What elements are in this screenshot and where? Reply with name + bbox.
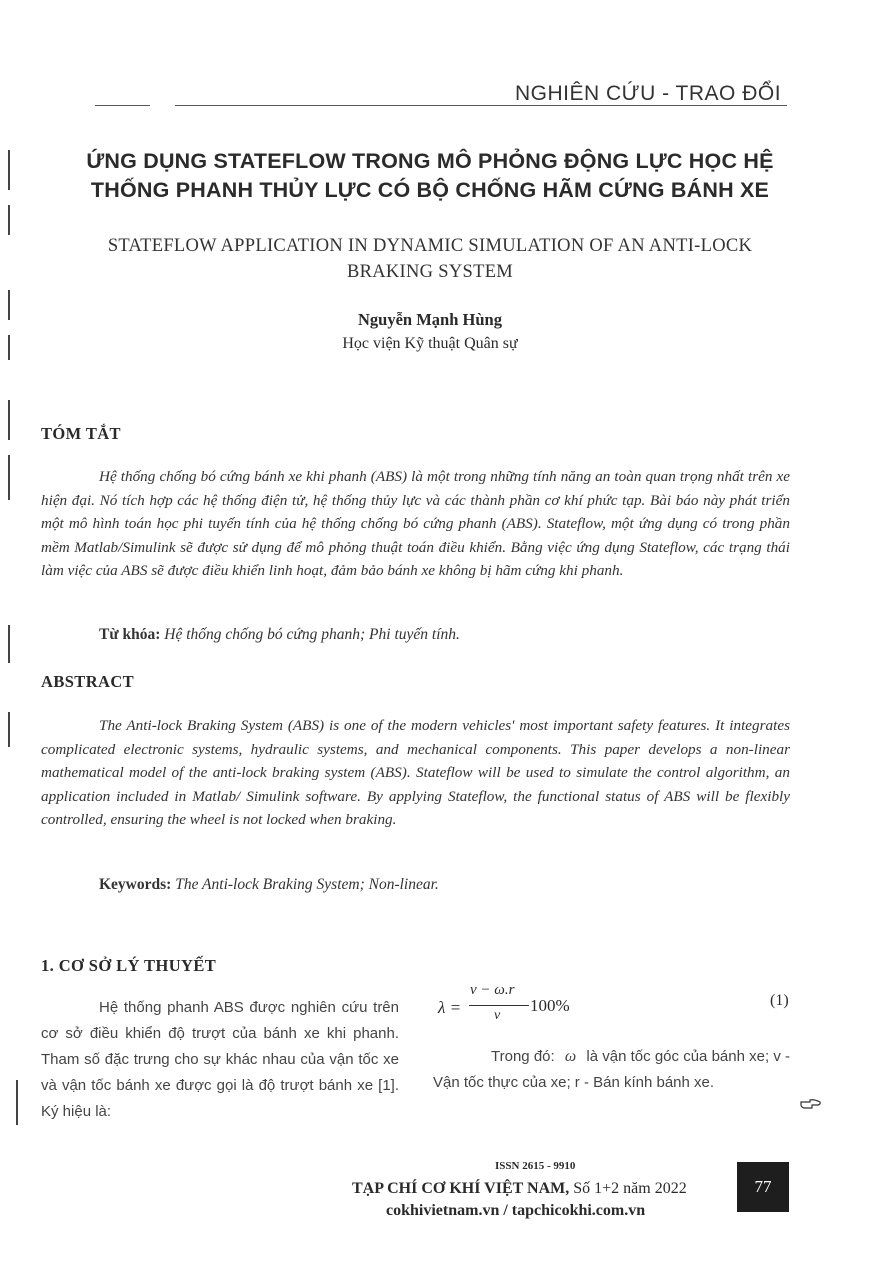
formula-lhs: λ = [438, 998, 462, 1017]
equation-number: (1) [770, 992, 789, 1009]
journal-name: TẠP CHÍ CƠ KHÍ VIỆT NAM, [352, 1180, 570, 1197]
margin-mark [8, 290, 10, 320]
abstract-heading: ABSTRACT [41, 672, 135, 691]
margin-mark [8, 712, 10, 747]
section1-right-body [433, 1044, 790, 1096]
footer-journal [352, 1180, 687, 1198]
title-vi-line1: ỨNG DỤNG STATEFLOW TRONG MÔ PHỎNG ĐỘNG LỰC HỌC HỆ [86, 149, 774, 173]
header-rule [95, 105, 150, 106]
formula-1 [438, 982, 738, 1026]
section-header: NGHIÊN CỨU - TRAO ĐỔI [515, 82, 782, 105]
tomtat-body: Hệ thống chống bó cứng bánh xe khi phanh (ABS) là một trong những tính năng an toàn quan trọng nhất trên xe hiện đại. Nó tích hợp các hệ thống điện tử, hệ thống thủy lực và các thành phần cơ khí phức tạp. Bài báo này phát triển một mô hình toán học phi tuyến tính của hệ thống chống bó cứng phanh (ABS). Stateflow, một ứng dụng có trong phần mềm Matlab/Simulink sẽ được sử dụng để mô phỏng thuật toán điều khiển. Bằng việc ứng dụng Stateflow, các trạng thái làm việc của ABS sẽ được điều khiển linh hoạt, đảm bảo bánh xe không bị hãm cứng khi phanh. [41, 468, 790, 579]
abstract-kw-value: The Anti-lock Braking System; Non-linear. [175, 876, 439, 893]
right-text-2: là vận tốc góc của bánh xe; v - Vận tốc thực của xe; r - Bán kính bánh xe. [433, 1048, 791, 1091]
tomtat-kw-value: Hệ thống chống bó cứng phanh; Phi tuyến tính. [164, 626, 460, 643]
formula-denominator: v [494, 1008, 501, 1023]
margin-mark [8, 205, 10, 235]
abstract-keywords [99, 876, 439, 894]
formula-suffix: 100% [530, 996, 570, 1015]
title-vietnamese [30, 147, 830, 205]
title-en-line2: BRAKING SYSTEM [346, 262, 514, 282]
tomtat-heading: TÓM TẮT [41, 424, 121, 443]
abstract-kw-label: Keywords: [99, 876, 172, 893]
author-name: Nguyễn Mạnh Hùng [358, 310, 502, 329]
formula-fraction-bar [469, 1005, 529, 1006]
tomtat-kw-label: Từ khóa: [99, 626, 161, 643]
margin-mark [8, 455, 10, 500]
margin-mark [8, 400, 10, 440]
margin-mark [8, 335, 10, 360]
journal-issue: Số 1+2 năm 2022 [573, 1180, 687, 1197]
footer-issn: ISSN 2615 - 9910 [495, 1160, 576, 1172]
section1-heading: 1. CƠ SỞ LÝ THUYẾT [41, 956, 217, 975]
pointing-hand-icon [800, 1097, 822, 1109]
title-en-line1: STATEFLOW APPLICATION IN DYNAMIC SIMULATION OF AN ANTI-LOCK [107, 236, 753, 256]
margin-mark [16, 1080, 18, 1125]
footer-website: cokhivietnam.vn / tapchicokhi.com.vn [386, 1202, 646, 1219]
formula-numerator: v − ω.r [470, 982, 515, 998]
tomtat-keywords [99, 626, 460, 644]
section1-left-body: Hệ thống phanh ABS được nghiên cứu trên cơ sở điều khiển độ trượt của bánh xe khi phanh. Tham số đặc trưng cho sự khác nhau của vận tốc xe và vận tốc bánh xe được gọi là độ trượt bánh xe [1]. Ký hiệu là: [41, 999, 399, 1120]
margin-mark [8, 150, 10, 190]
title-vi-line2: THỐNG PHANH THỦY LỰC CÓ BỘ CHỐNG HÃM CỨNG BÁNH XE [90, 178, 770, 202]
title-english [30, 233, 830, 285]
author-affiliation: Học viện Kỹ thuật Quân sự [342, 335, 518, 352]
page-number: 77 [737, 1162, 789, 1212]
right-text-1: Trong đó: [491, 1048, 555, 1065]
omega-symbol: ω [564, 1048, 577, 1065]
header-rule [175, 105, 787, 106]
margin-mark [8, 625, 10, 663]
abstract-body: The Anti-lock Braking System (ABS) is one of the modern vehicles' most important safety features. It integrates complicated electronic systems, hydraulic systems, and mechanical components. This paper develops a non-linear mathematical model of the anti-lock braking system (ABS). Stateflow will be used to simulate the control algorithm, an application included in Matlab/ Simulink software. By applying Stateflow, the functional status of ABS will be flexibly controlled, ensuring the wheel is not locked when braking. [41, 717, 790, 828]
